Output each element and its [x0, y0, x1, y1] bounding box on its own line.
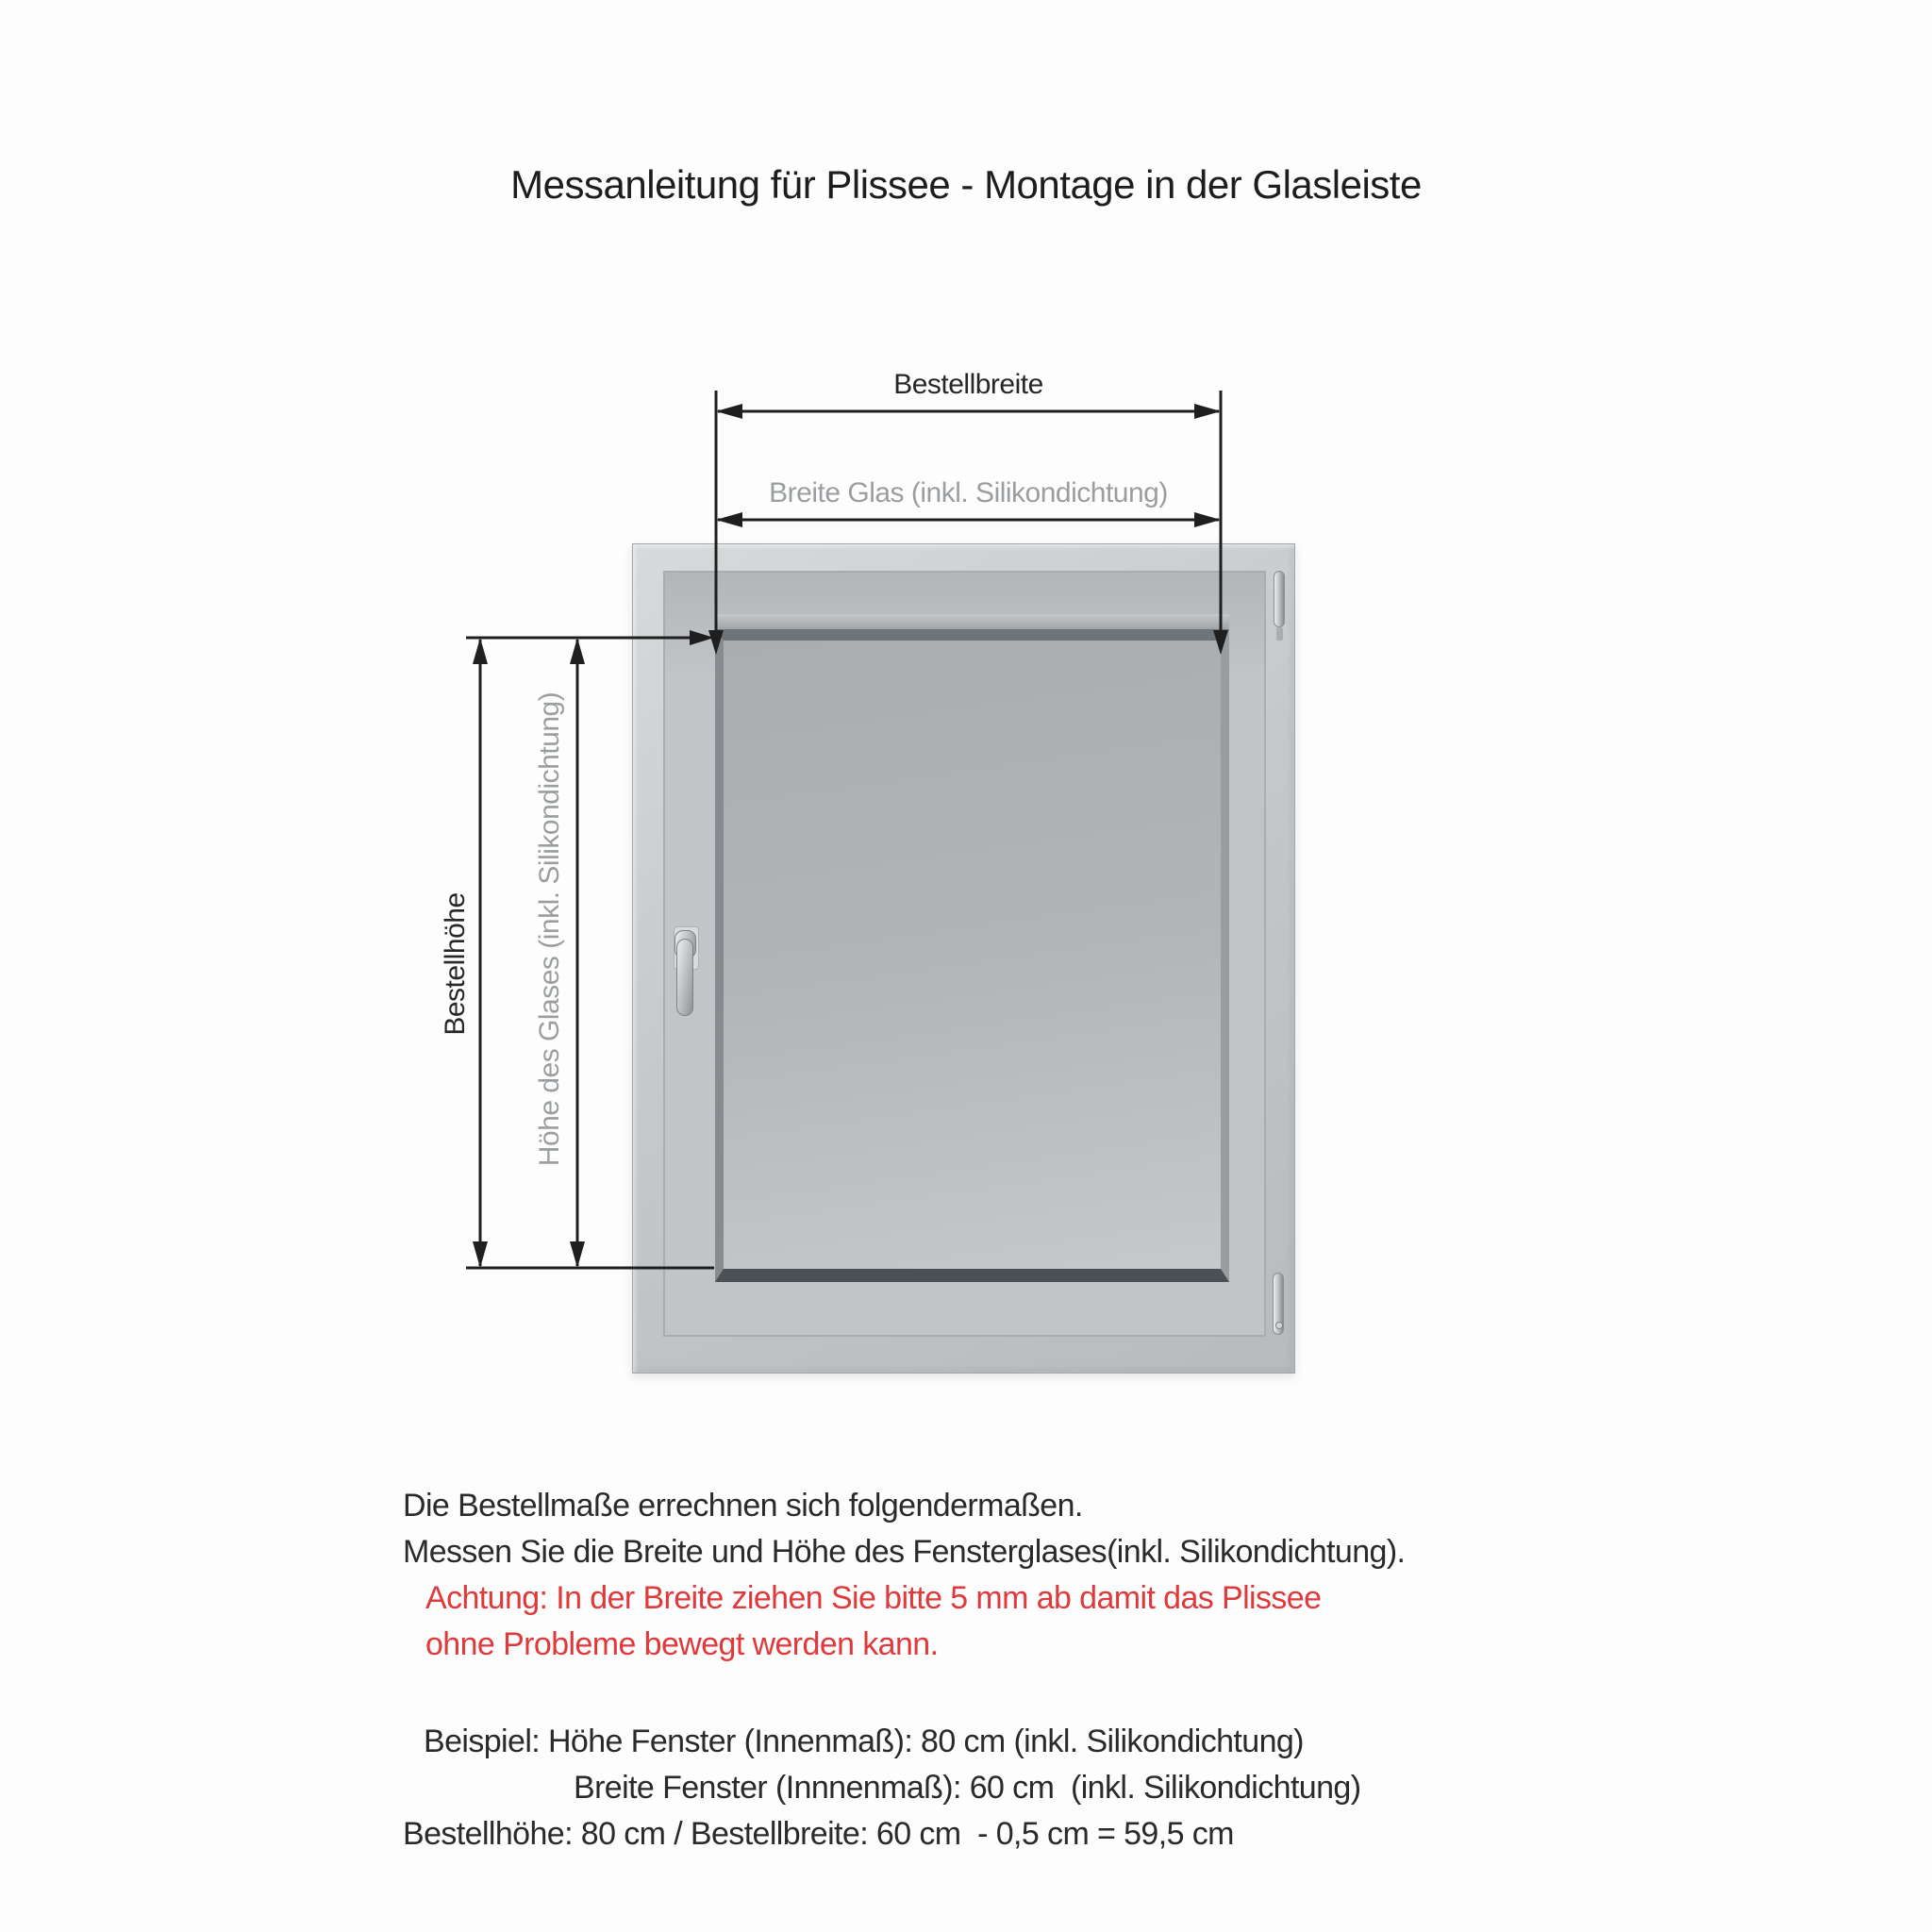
- label-order-height: Bestellhöhe: [440, 892, 471, 1036]
- example-block: [403, 1719, 1724, 1857]
- warning-line: Achtung: In der Breite ziehen Sie bitte 5 mm ab damit das Plissee: [425, 1580, 1322, 1616]
- page-title: Messanleitung für Plissee - Montage in der Glasleiste: [510, 162, 1422, 207]
- label-glass-width: Breite Glas (inkl. Silikondichtung): [769, 477, 1168, 508]
- instructions-block: [403, 1483, 1724, 1857]
- window-glass: [715, 629, 1229, 1282]
- example-line: Breite Fenster (Innnenmaß): 60 cm (inkl. Silikondichtung): [574, 1770, 1361, 1806]
- label-glass-height: Höhe des Glases (inkl. Silikondichtung): [534, 691, 565, 1167]
- label-order-width: Bestellbreite: [893, 369, 1043, 400]
- glazing-bead-ridge: [715, 614, 1229, 629]
- window-frame: [632, 543, 1295, 1374]
- instruction-line: Messen Sie die Breite und Höhe des Fensterglases(inkl. Silikondichtung).: [403, 1534, 1406, 1570]
- example-line: Bestellhöhe: 80 cm / Bestellbreite: 60 cm - 0,5 cm = 59,5 cm: [403, 1816, 1234, 1852]
- window-handle: [676, 939, 693, 1016]
- instruction-line: Die Bestellmaße errechnen sich folgendermaßen.: [403, 1488, 1083, 1524]
- window-hinge-top: [1274, 571, 1285, 627]
- warning-line: ohne Probleme bewegt werden kann.: [425, 1626, 939, 1662]
- window-hinge-top-pin: [1276, 627, 1283, 641]
- window-hinge-bottom-cap: [1275, 1322, 1283, 1329]
- example-line: Beispiel: Höhe Fenster (Innenmaß): 80 cm (inkl. Silikondichtung): [424, 1724, 1304, 1759]
